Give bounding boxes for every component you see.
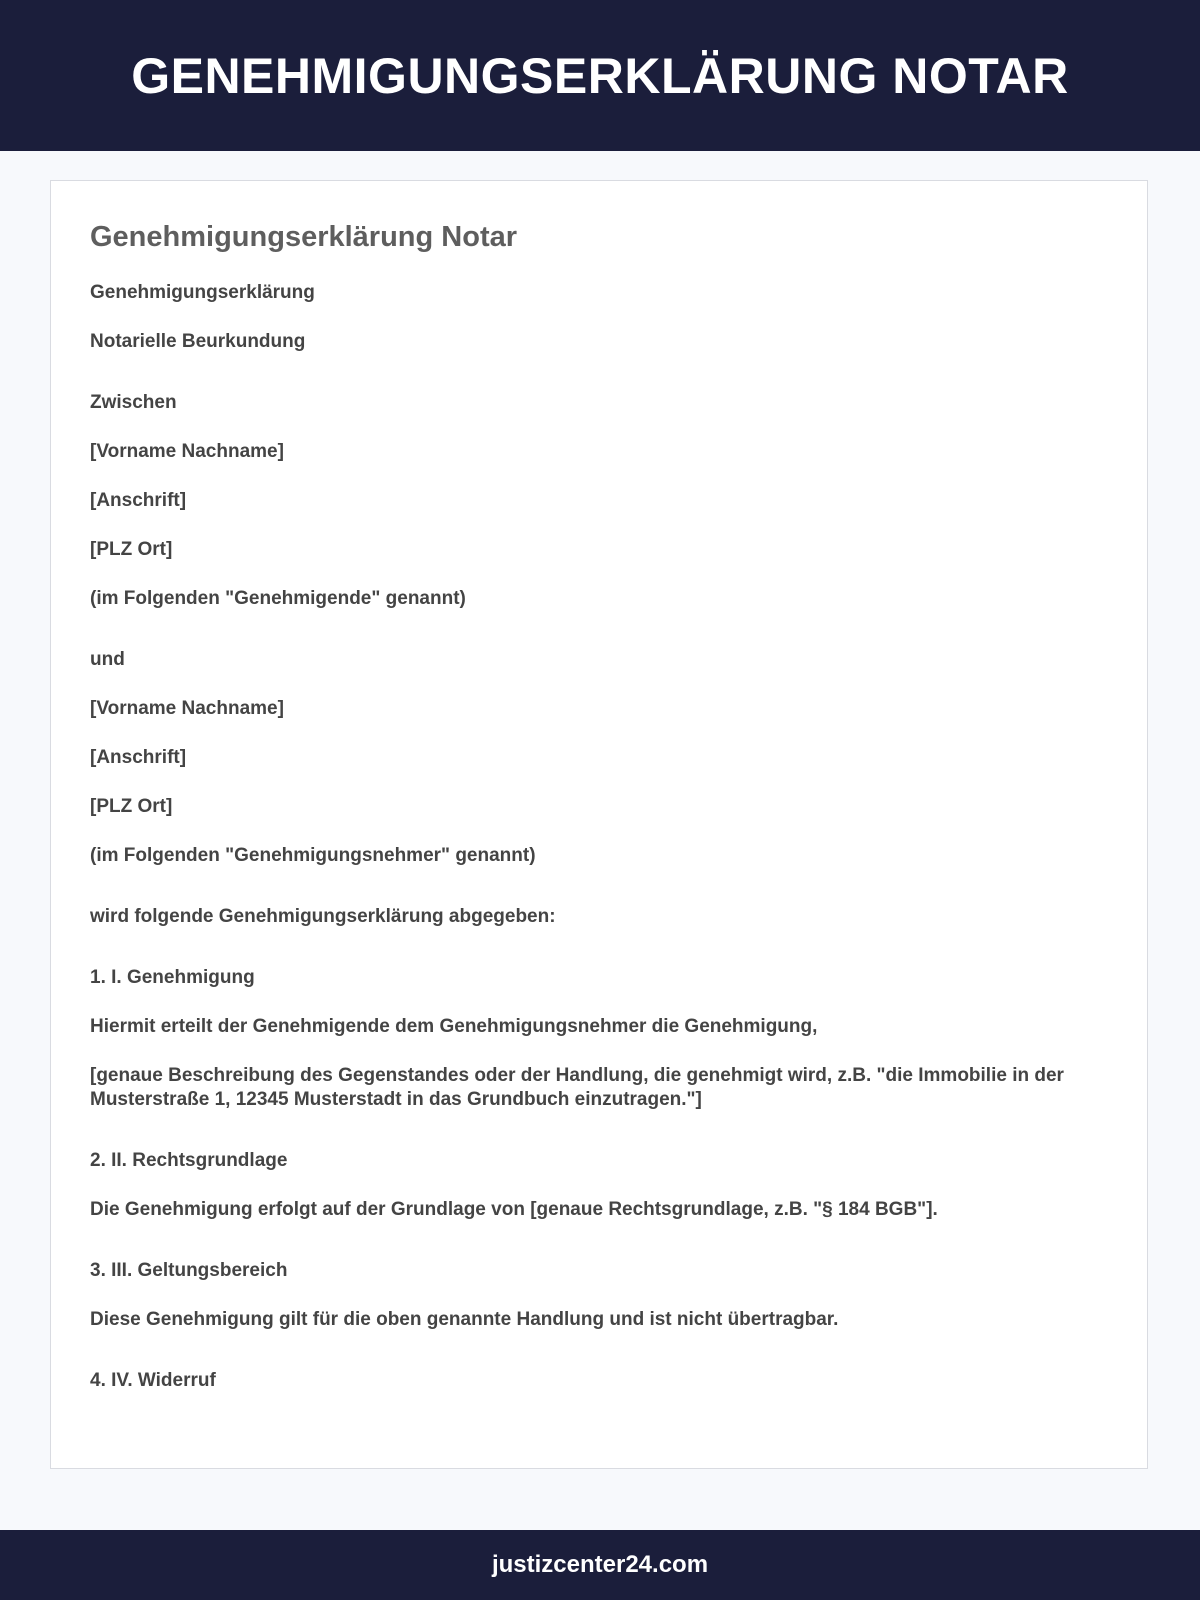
section-1-text: Hiermit erteilt der Genehmigende dem Genehmigungsnehmer die Genehmigung, xyxy=(90,1016,818,1037)
party1-address: [Anschrift] xyxy=(90,490,187,511)
doc-line-intro: wird folgende Genehmigungserklärung abgegeben: xyxy=(90,906,556,927)
document-title: Genehmigungserklärung Notar xyxy=(90,221,518,253)
section-2-text: Die Genehmigung erfolgt auf der Grundlage von [genaue Rechtsgrundlage, z.B. "§ 184 BGB"]. xyxy=(90,1199,938,1220)
footer-site-name: justizcenter24.com xyxy=(491,1551,709,1578)
party2-name: [Vorname Nachname] xyxy=(90,698,284,719)
section-1-description: [genaue Beschreibung des Gegenstandes oder der Handlung, die genehmigt wird, z.B. "die Immobilie in der Musterstraße 1, 12345 Musterstadt in das Grundbuch einzutragen."] xyxy=(90,1065,1064,1110)
doc-line-zwischen: Zwischen xyxy=(90,392,177,413)
section-heading-2: 2. II. Rechtsgrundlage xyxy=(90,1150,288,1171)
doc-line-und: und xyxy=(90,649,125,670)
party2-address: [Anschrift] xyxy=(90,747,187,768)
doc-line-heading: Genehmigungserklärung xyxy=(90,282,315,303)
party1-name: [Vorname Nachname] xyxy=(90,441,284,462)
page-footer xyxy=(0,1530,1200,1600)
section-3-text: Diese Genehmigung gilt für die oben genannte Handlung und ist nicht übertragbar. xyxy=(90,1309,839,1330)
section-heading-4: 4. IV. Widerruf xyxy=(90,1370,216,1391)
doc-line-subheading: Notarielle Beurkundung xyxy=(90,331,306,352)
party2-role: (im Folgenden "Genehmigungsnehmer" genannt) xyxy=(90,845,536,866)
section-heading-1: 1. I. Genehmigung xyxy=(90,967,255,988)
section-heading-3: 3. III. Geltungsbereich xyxy=(90,1260,288,1281)
party1-role: (im Folgenden "Genehmigende" genannt) xyxy=(90,588,466,609)
party2-city: [PLZ Ort] xyxy=(90,796,173,817)
page-title: GENEHMIGUNGSERKLÄRUNG NOTAR xyxy=(131,47,1069,104)
page-header xyxy=(0,0,1200,151)
document-card xyxy=(50,180,1148,1469)
party1-city: [PLZ Ort] xyxy=(90,539,173,560)
